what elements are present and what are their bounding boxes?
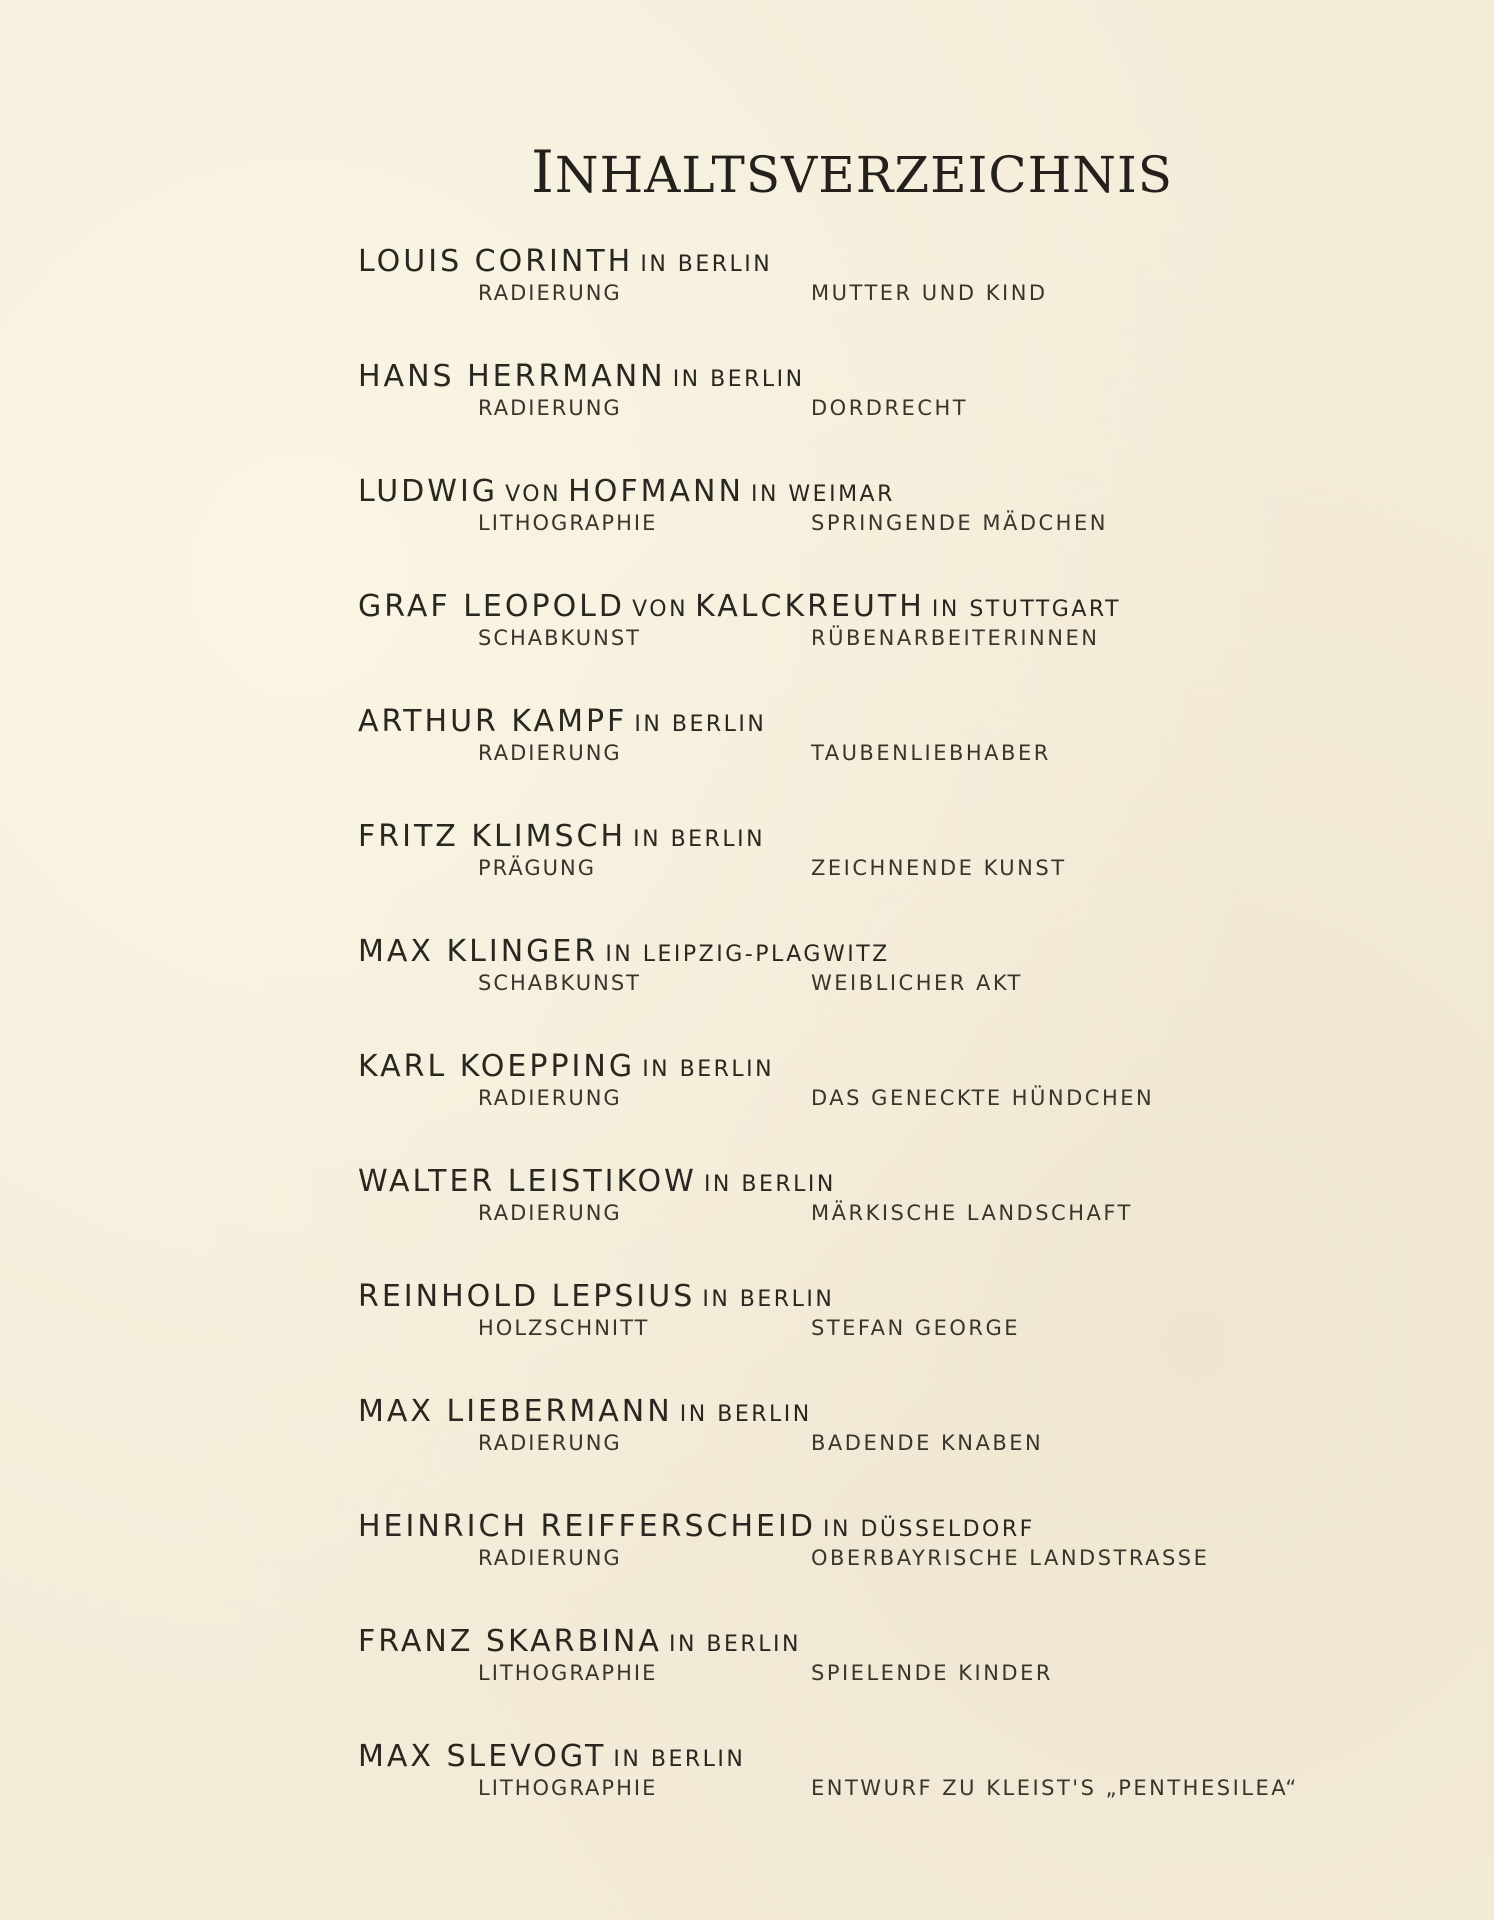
work-title: MÄRKISCHE LANDSCHAFT: [811, 1201, 1133, 1225]
page-title-text: INHALTSVERZEICHNIS: [531, 138, 1173, 206]
artist-name: MAX SLEVOGT: [358, 1739, 607, 1774]
contents-list: [358, 244, 1408, 1854]
work-title: DAS GENECKTE HÜNDCHEN: [811, 1086, 1155, 1110]
technique: RADIERUNG: [478, 1546, 622, 1570]
list-item: [358, 1279, 1408, 1394]
list-item: [358, 1049, 1408, 1164]
artist-name: MAX LIEBERMANN: [358, 1394, 673, 1429]
artist-location: IN BERLIN: [640, 252, 773, 277]
list-item: [358, 1164, 1408, 1279]
list-item: [358, 1739, 1408, 1854]
list-item: [358, 244, 1408, 359]
artist-location: IN BERLIN: [702, 1287, 835, 1312]
artist-name: LUDWIG: [358, 474, 499, 509]
work-title: DORDRECHT: [811, 396, 969, 420]
work-title: SPRINGENDE MÄDCHEN: [811, 511, 1108, 535]
list-item: [358, 1394, 1408, 1509]
technique: LITHOGRAPHIE: [478, 1776, 658, 1800]
work-title: RÜBENARBEITERINNEN: [811, 626, 1100, 650]
artist-name: KARL KOEPPING: [358, 1049, 636, 1084]
work-title: BADENDE KNABEN: [811, 1431, 1044, 1455]
work-title: OBERBAYRISCHE LANDSTRASSE: [811, 1546, 1210, 1570]
artist-name: LOUIS CORINTH: [358, 244, 634, 279]
artist-surname: KALCKREUTH: [695, 589, 925, 624]
work-title: MUTTER UND KIND: [811, 281, 1048, 305]
artist-surname: HOFMANN: [568, 474, 744, 509]
list-item: [358, 819, 1408, 934]
artist-name: ARTHUR KAMPF: [358, 704, 628, 739]
artist-location: IN BERLIN: [633, 827, 766, 852]
technique: RADIERUNG: [478, 1201, 622, 1225]
artist-location: IN BERLIN: [642, 1057, 775, 1082]
artist-name: MAX KLINGER: [358, 934, 599, 969]
artist-location: IN WEIMAR: [750, 482, 895, 507]
artist-name: GRAF LEOPOLD: [358, 589, 625, 624]
work-title: ENTWURF ZU KLEIST'S „PENTHESILEA“: [811, 1776, 1299, 1800]
technique: HOLZSCHNITT: [478, 1316, 650, 1340]
artist-location: IN BERLIN: [634, 712, 767, 737]
technique: RADIERUNG: [478, 281, 622, 305]
artist-name: WALTER LEISTIKOW: [358, 1164, 697, 1199]
technique: RADIERUNG: [478, 1431, 622, 1455]
artist-location: IN DÜSSELDORF: [823, 1517, 1035, 1542]
artist-particle: VON: [505, 482, 562, 507]
artist-name: REINHOLD LEPSIUS: [358, 1279, 696, 1314]
technique: LITHOGRAPHIE: [478, 1661, 658, 1685]
technique: PRÄGUNG: [478, 856, 597, 880]
list-item: [358, 1509, 1408, 1624]
list-item: [358, 934, 1408, 1049]
artist-location: IN BERLIN: [613, 1747, 746, 1772]
technique: RADIERUNG: [478, 1086, 622, 1110]
artist-location: IN LEIPZIG-PLAGWITZ: [605, 942, 890, 967]
list-item: [358, 589, 1408, 704]
artist-location: IN BERLIN: [672, 367, 805, 392]
work-title: SPIELENDE KINDER: [811, 1661, 1053, 1685]
work-title: STEFAN GEORGE: [811, 1316, 1021, 1340]
artist-name: FRITZ KLIMSCH: [358, 819, 627, 854]
technique: LITHOGRAPHIE: [478, 511, 658, 535]
artist-name: HANS HERRMANN: [358, 359, 666, 394]
artist-name: FRANZ SKARBINA: [358, 1624, 662, 1659]
artist-location: IN BERLIN: [679, 1402, 812, 1427]
list-item: [358, 704, 1408, 819]
artist-name: HEINRICH REIFFERSCHEID: [358, 1509, 816, 1544]
work-title: WEIBLICHER AKT: [811, 971, 1023, 995]
artist-particle: VON: [632, 597, 689, 622]
artist-location: IN BERLIN: [703, 1172, 836, 1197]
technique: SCHABKUNST: [478, 626, 642, 650]
artist-location: IN STUTTGART: [931, 597, 1122, 622]
list-item: [358, 359, 1408, 474]
technique: RADIERUNG: [478, 741, 622, 765]
page-title: [0, 138, 1494, 206]
technique: RADIERUNG: [478, 396, 622, 420]
work-title: ZEICHNENDE KUNST: [811, 856, 1067, 880]
list-item: [358, 474, 1408, 589]
work-title: TAUBENLIEBHABER: [811, 741, 1051, 765]
artist-location: IN BERLIN: [668, 1632, 801, 1657]
list-item: [358, 1624, 1408, 1739]
technique: SCHABKUNST: [478, 971, 642, 995]
